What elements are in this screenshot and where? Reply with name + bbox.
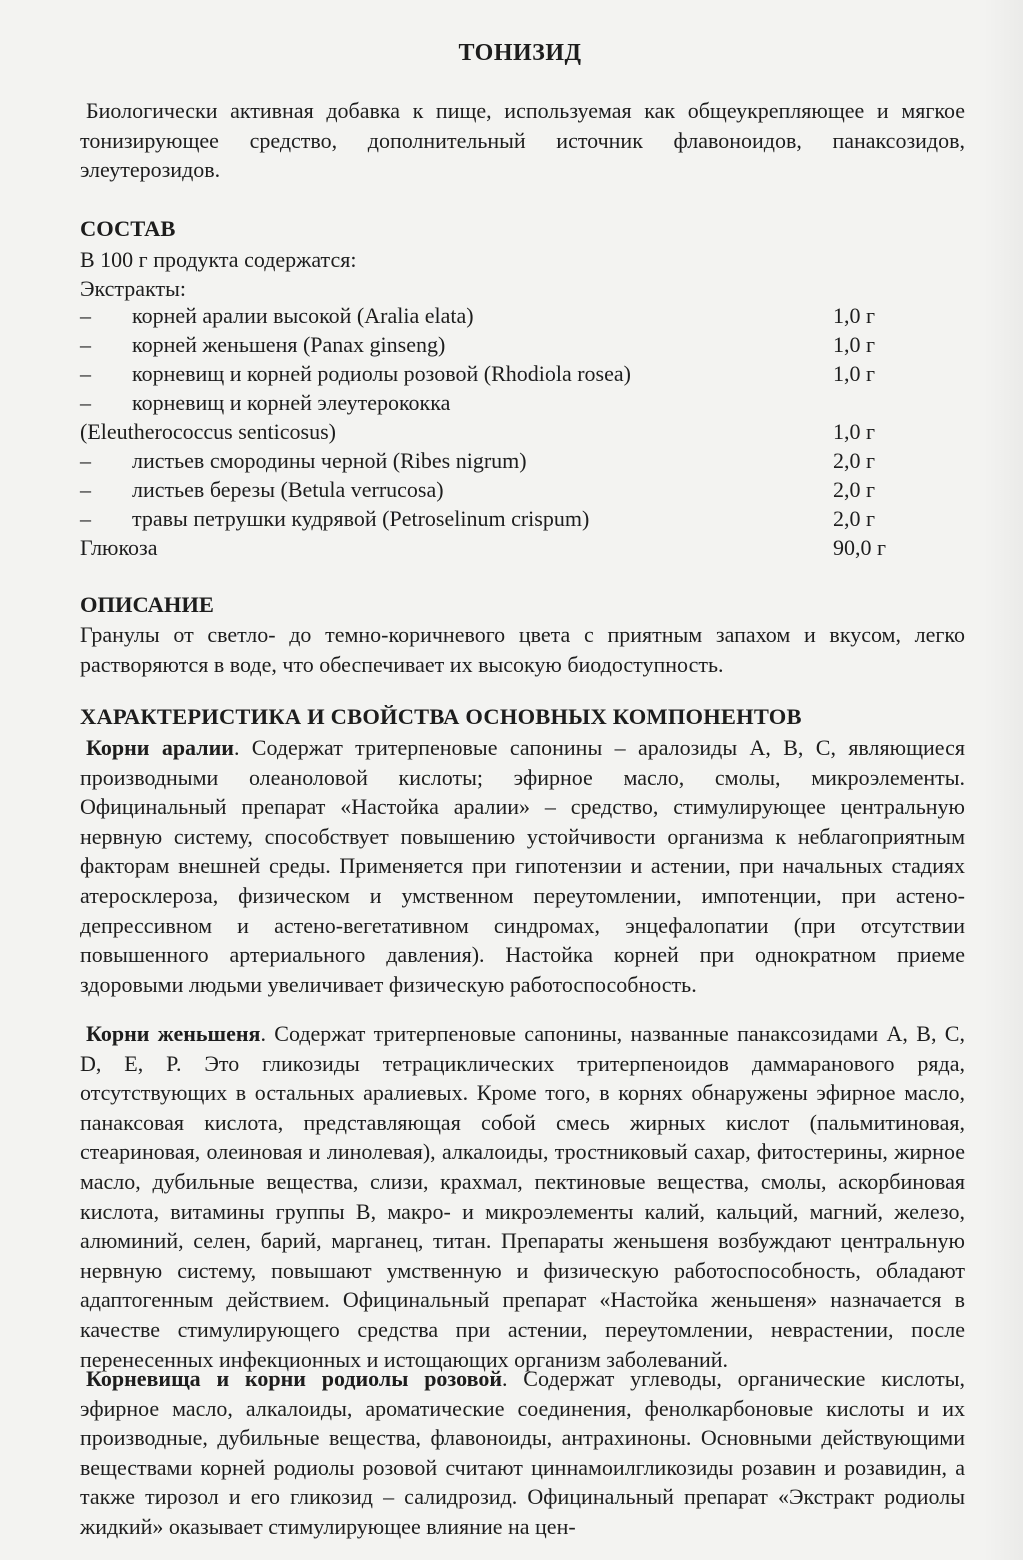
ingredient-name: Глюкоза xyxy=(80,535,158,560)
page-title: ТОНИЗИД xyxy=(458,40,582,66)
ingredient-amount: 2,0 г xyxy=(833,477,876,502)
ginseng-paragraph xyxy=(80,1019,965,1374)
ingredient-name: корней аралии высокой (Aralia elata) xyxy=(132,303,474,328)
paragraph-lead: Корневища и корни родиолы розовой xyxy=(86,1366,502,1391)
ingredient-name: (Eleutherococcus senticosus) xyxy=(80,419,336,444)
ingredient-row xyxy=(80,533,887,563)
ingredient-amount: 2,0 г xyxy=(833,506,876,531)
paragraph-body: . Содержат тритерпеновые сапонины, названные панаксозидами A, B, C, D, E, P. Это гликозиды тетрациклических тритерпеноидов даммаранового ряда, отсутствующих в остальных аралиевых. Кроме того, в корнях обнаружены эфирное масло, панаксовая кислота, представляющая собой смесь жирных кислот (пальмитиновая, стеариновая, олеиновая и линолевая), алкалоиды, тростниковый сахар, фитостерины, жирное масло, дубильные вещества, слизи, крахмал, пектиновые вещества, смолы, аскорбиновая кислота, витамины группы В, макро- и микроэлементы калий, кальций, магний, железо, алюминий, селен, барий, марганец, титан. Препараты женьшеня возбуждают центральную нервную систему, повышают умственную и физическую работоспособность, обладают адаптогенным действием. Официнальный препарат «Настойка женьшеня» назначается в качестве стимулирующего средства при астении, переутомлении, неврастении, после перенесенных инфекционных и истощающих организм заболеваний. xyxy=(80,1021,965,1372)
ingredient-row xyxy=(80,446,880,476)
ingredient-row xyxy=(80,388,880,418)
ingredient-amount: 2,0 г xyxy=(833,448,876,473)
ingredient-amount: 1,0 г xyxy=(833,419,876,444)
paragraph-body: . Содержат тритерпеновые сапонины – аралозиды А, В, С, являющиеся производными олеаноловой кислоты; эфирное масло, смолы, микроэлементы. Официнальный препарат «Настойка аралии» – средство, стимулирующее центральную нервную систему, способствует повышению устойчивости организма к неблагоприятным факторам внешней среды. Применяется при гипотензии и астении, при начальных стадиях атеросклероза, физическом и умственном переутомлении, импотенции, при астено-депрессивном и астено-вегетативном синдромах, энцефалопатии (при отсутствии повышенного артериального давления). Настойка корней при однократном приеме здоровыми людьми увеличивает физическую работоспособность. xyxy=(80,735,965,997)
ingredient-name: корневищ и корней элеутерококка xyxy=(132,390,451,415)
ingredient-amount: 90,0 г xyxy=(833,535,887,560)
ingredient-amount: 1,0 г xyxy=(833,361,876,386)
paragraph-lead: Корни женьшеня xyxy=(86,1021,261,1046)
ingredient-name: листьев березы (Betula verrucosa) xyxy=(132,477,444,502)
description-heading: ОПИСАНИЕ xyxy=(80,592,214,617)
list-dash: – xyxy=(80,448,91,473)
composition-per-line: В 100 г продукта содержатся: xyxy=(80,247,357,272)
list-dash: – xyxy=(80,477,91,502)
ingredient-amount: 1,0 г xyxy=(833,303,876,328)
ingredient-row xyxy=(80,301,880,331)
composition-heading: СОСТАВ xyxy=(80,216,176,241)
description-text: Гранулы от светло- до темно-коричневого цвета с приятным запахом и вкусом, легко растворяются в воде, что обеспечивает их высокую биодоступность. xyxy=(80,622,965,677)
ingredient-name: листьев смородины черной (Ribes nigrum) xyxy=(132,448,527,473)
list-dash: – xyxy=(80,506,91,531)
list-dash: – xyxy=(80,361,91,386)
list-dash: – xyxy=(80,390,91,415)
paragraph-body: . Содержат углеводы, органические кислоты, эфирное масло, алкалоиды, ароматические соединения, фенолкарбоновые кислоты и их производные, дубильные вещества, флавоноиды, антрахиноны. Основными действующими веществами корней родиолы розовой считают циннамоилгликозиды розавин и розавидин, а также тирозол и его гликозид – салидрозид. Официнальный препарат «Экстракт родиолы жидкий» оказывает стимулирующее влияние на цен- xyxy=(80,1366,965,1539)
ingredient-name: травы петрушки кудрявой (Petroselinum crispum) xyxy=(132,506,590,531)
ingredient-row xyxy=(80,504,880,534)
extracts-label: Экстракты: xyxy=(80,276,186,301)
ingredient-amount: 1,0 г xyxy=(833,332,876,357)
ingredient-name: корневищ и корней родиолы розовой (Rhodiola rosea) xyxy=(132,361,631,386)
intro-paragraph: Биологически активная добавка к пище, используемая как общеукрепляющее и мягкое тонизирующее средство, дополнительный источник флавоноидов, панаксозидов, элеутерозидов. xyxy=(80,98,965,182)
paragraph-lead: Корни аралии xyxy=(86,735,234,760)
list-dash: – xyxy=(80,303,91,328)
ingredient-row xyxy=(80,417,880,447)
ingredient-row xyxy=(80,475,880,505)
rhodiola-paragraph xyxy=(80,1364,965,1542)
ingredient-name: корней женьшеня (Panax ginseng) xyxy=(132,332,446,357)
page-edge-shadow xyxy=(983,0,1023,1560)
ingredient-row xyxy=(80,359,880,389)
characteristics-heading: ХАРАКТЕРИСТИКА И СВОЙСТВА ОСНОВНЫХ КОМПОНЕНТОВ xyxy=(80,704,802,729)
ingredient-row xyxy=(80,330,880,360)
aralia-paragraph xyxy=(80,733,965,999)
list-dash: – xyxy=(80,332,91,357)
